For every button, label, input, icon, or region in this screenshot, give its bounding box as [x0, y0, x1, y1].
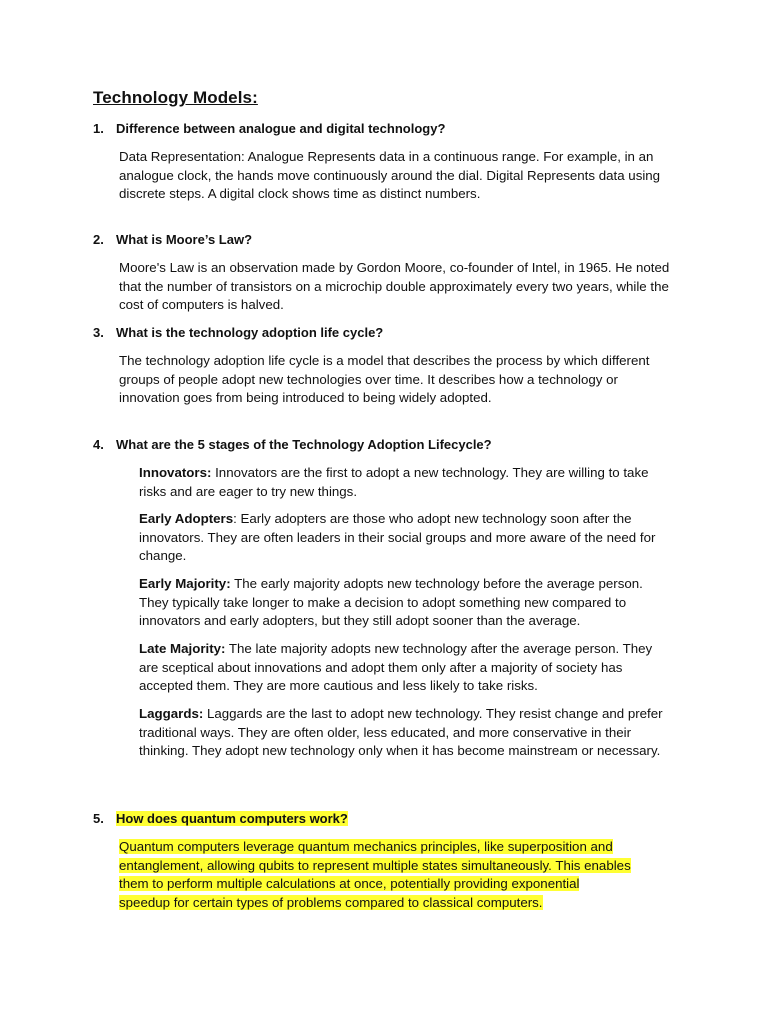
answer-line: [119, 857, 679, 876]
question-text: What are the 5 stages of the Technology Adoption Lifecycle?: [116, 437, 492, 452]
answer-line-text: speedup for certain types of problems compared to classical computers.: [119, 894, 543, 910]
answer-line-text: entanglement, allowing qubits to represent multiple states simultaneously. This enables: [119, 857, 631, 873]
page-title: Technology Models:: [93, 88, 258, 107]
stage-innovators: [139, 464, 674, 501]
stage-term: Laggards:: [139, 706, 204, 721]
question-number: 5.: [93, 811, 104, 826]
answer-5-highlighted: [119, 838, 679, 912]
stage-term: Innovators:: [139, 465, 212, 480]
answer-3: The technology adoption life cycle is a model that describes the process by which different groups of people adopt new technologies over time. It describes how a technology or innovation goes from being introduced to being widely adopted.: [119, 353, 650, 406]
answer-line-text: them to perform multiple calculations at once, potentially providing exponential: [119, 876, 580, 892]
stage-text: : Early adopters are those who adopt new technology soon after the innovators. They are often leaders in their social groups and more aware of the need for change.: [139, 511, 656, 564]
question-4: [93, 437, 492, 452]
stage-early-adopters: [139, 510, 674, 566]
question-text: Difference between analogue and digital technology?: [116, 121, 446, 136]
question-2: [93, 232, 252, 247]
question-number: 4.: [93, 437, 104, 452]
stage-late-majority: [139, 640, 674, 696]
stage-laggards: [139, 705, 674, 761]
question-number: 1.: [93, 121, 104, 136]
question-text: What is Moore’s Law?: [116, 232, 253, 247]
question-5: [93, 811, 348, 826]
question-1: [93, 121, 445, 136]
answer-line: [119, 838, 679, 857]
stage-text: The late majority adopts new technology after the average person. They are sceptical about innovations and adopt them only after a majority of society has accepted them. They are more cautious and less likely to take risks.: [139, 641, 653, 694]
question-number: 3.: [93, 325, 104, 340]
answer-line-text: Quantum computers leverage quantum mechanics principles, like superposition and: [119, 839, 613, 854]
answer-line: [119, 894, 679, 913]
question-number: 2.: [93, 232, 104, 247]
stage-text: Innovators are the first to adopt a new technology. They are willing to take risks and are eager to try new things.: [139, 465, 649, 499]
stage-term: Late Majority:: [139, 641, 226, 656]
question-text: What is the technology adoption life cycle?: [116, 325, 384, 340]
stage-text: The early majority adopts new technology before the average person. They typically take longer to make a decision to adopt something new compared to innovators and early adopters, but they still adopt sooner than the average.: [139, 576, 643, 629]
question-3: [93, 325, 383, 340]
answer-2: Moore's Law is an observation made by Gordon Moore, co-founder of Intel, in 1965. He noted that the number of transistors on a microchip double approximately every two years, while the cost of computers is halved.: [119, 260, 670, 313]
stage-term: Early Majority:: [139, 576, 231, 591]
stage-early-majority: [139, 575, 674, 631]
stage-text: Laggards are the last to adopt new technology. They resist change and prefer traditional ways. They are often older, less educated, and more conservative in their thinking. They adopt new technology only when it has become mainstream or necessary.: [139, 706, 663, 759]
stage-term: Early Adopters: [139, 511, 234, 526]
question-text-highlighted: How does quantum computers work?: [116, 811, 348, 826]
answer-1: Data Representation: Analogue Represents data in a continuous range. For example, in an analogue clock, the hands move continuously around the dial. Digital Represents data using discrete steps. A digital clock shows time as distinct numbers.: [119, 149, 661, 202]
answer-line: [119, 875, 679, 894]
